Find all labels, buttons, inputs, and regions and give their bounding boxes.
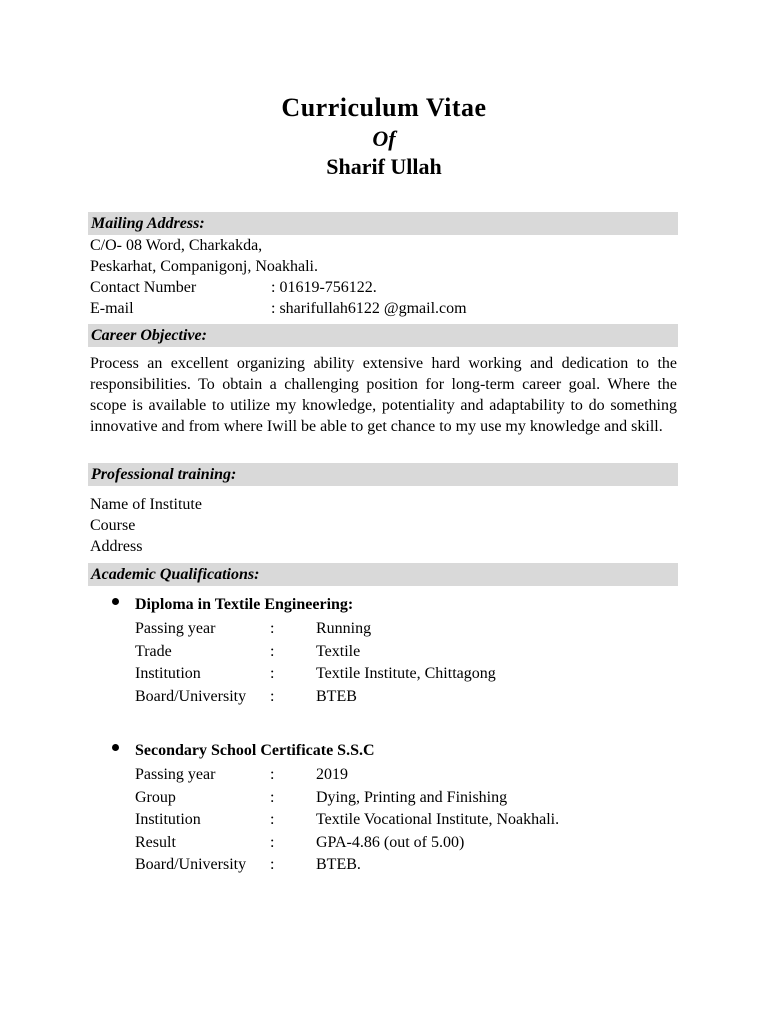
row-value: BTEB. (316, 856, 361, 874)
qualification-row (112, 854, 672, 877)
training-line: Address (90, 538, 143, 555)
document-title: Curriculum Vitae (281, 93, 487, 122)
qualification-title: Diploma in Textile Engineering: (135, 596, 354, 613)
qualification-ssc (112, 740, 672, 877)
row-label: Institution (135, 811, 201, 829)
bullet-icon (112, 598, 119, 605)
email-value: : sharifullah6122 @gmail.com (271, 300, 467, 317)
qualification-row (112, 686, 672, 709)
qualification-row (112, 787, 672, 810)
career-objective-text: Process an excellent organizing ability extensive hard working and dedication to the responsibilities. To obtain a challenging position for long-term career goal. Where the scope is available to utilize my knowledge, potentiality and adaptability to do something innovative and from where Iwill be able to get chance to my use my knowledge and skill. (90, 355, 677, 435)
qualification-row (112, 832, 672, 855)
row-value: Textile Vocational Institute, Noakhali. (316, 811, 560, 829)
row-colon: : (270, 811, 275, 829)
row-value: BTEB (316, 687, 357, 705)
section-academic-qualifications (88, 563, 678, 586)
training-line: Course (90, 517, 136, 534)
row-label: Result (135, 833, 176, 851)
row-label: Institution (135, 665, 201, 683)
row-value: Dying, Printing and Finishing (316, 788, 508, 806)
section-heading: Career Objective: (91, 327, 207, 344)
row-label: Group (135, 788, 176, 806)
row-value: Running (316, 620, 372, 637)
address-line-2: Peskarhat, Companigonj, Noakhali. (90, 258, 318, 275)
row-label: Passing year (135, 620, 216, 637)
row-colon: : (270, 620, 275, 637)
row-colon: : (270, 856, 275, 874)
qualification-row (112, 764, 672, 787)
qualification-title-row (112, 740, 672, 764)
qualification-title-row (112, 594, 672, 618)
contact-value: : 01619-756122. (271, 279, 377, 296)
section-professional-training (88, 463, 678, 486)
qualification-row (112, 663, 672, 686)
qualification-diploma (112, 594, 672, 708)
row-value: GPA-4.86 (out of 5.00) (316, 833, 465, 851)
row-value: Textile Institute, Chittagong (316, 665, 496, 683)
row-colon: : (270, 642, 275, 660)
row-colon: : (270, 766, 275, 783)
address-line-1: C/O- 08 Word, Charkakda, (90, 237, 263, 254)
candidate-name: Sharif Ullah (326, 154, 442, 179)
qualification-row (112, 809, 672, 832)
row-value: 2019 (316, 766, 348, 783)
contact-label: Contact Number (90, 279, 197, 296)
qualification-row (112, 641, 672, 664)
training-line: Name of Institute (90, 496, 202, 513)
section-heading: Mailing Address: (91, 215, 205, 232)
section-heading: Academic Qualifications: (91, 566, 260, 583)
email-label: E-mail (90, 300, 134, 317)
row-colon: : (270, 687, 275, 705)
section-heading: Professional training: (91, 466, 237, 483)
qualification-row (112, 618, 672, 641)
row-label: Trade (135, 642, 172, 660)
row-label: Board/University (135, 856, 247, 874)
row-label: Passing year (135, 766, 216, 783)
qualification-title: Secondary School Certificate S.S.C (135, 742, 375, 759)
section-career-objective (88, 324, 678, 347)
row-colon: : (270, 665, 275, 683)
row-colon: : (270, 788, 275, 806)
row-value: Textile (316, 642, 361, 660)
row-colon: : (270, 833, 275, 851)
title-of: Of (372, 126, 396, 151)
bullet-icon (112, 744, 119, 751)
section-mailing-address (88, 212, 678, 235)
row-label: Board/University (135, 687, 247, 705)
